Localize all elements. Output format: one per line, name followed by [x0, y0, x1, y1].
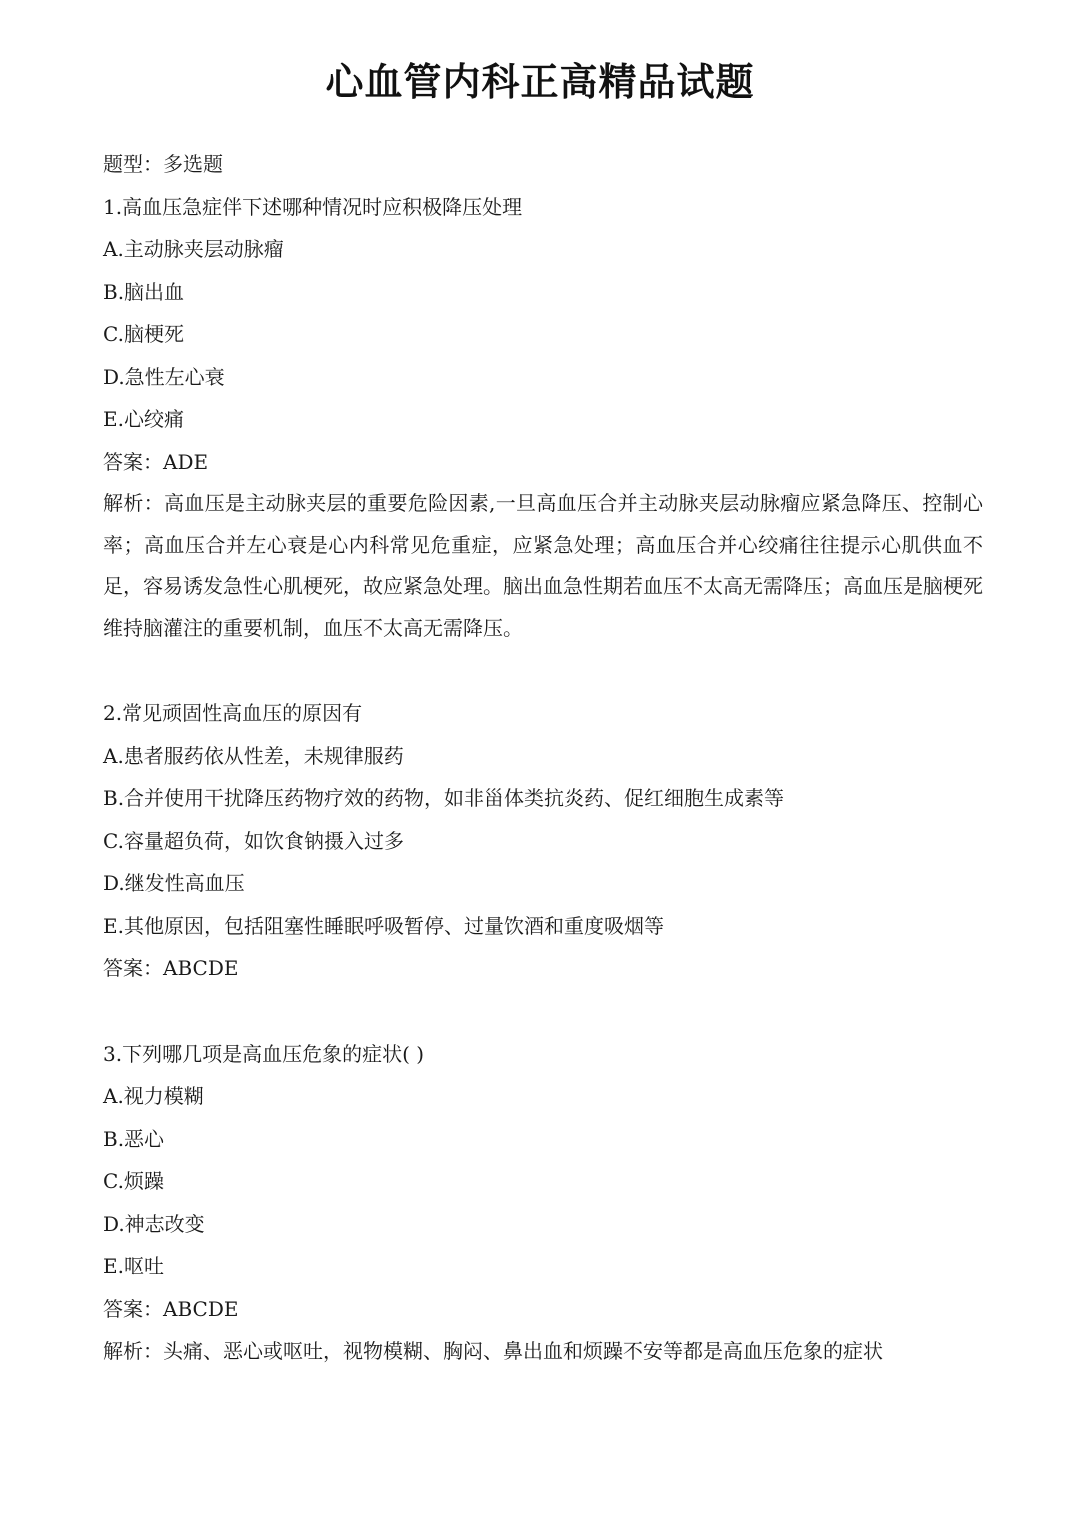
- option-c: C.烦躁: [103, 1169, 164, 1193]
- question-2: [103, 692, 983, 990]
- question-stem: 1.高血压急症伴下述哪种情况时应积极降压处理: [103, 194, 523, 219]
- option-d: D.急性左心衰: [103, 364, 225, 389]
- question-type-label: 题型：多选题: [103, 152, 223, 176]
- option-e: E.心绞痛: [103, 407, 184, 431]
- option-b: B.脑出血: [103, 279, 185, 304]
- option-d: D.神志改变: [103, 1211, 205, 1236]
- analysis: 解析：头痛、恶心或呕吐，视物模糊、胸闷、鼻出血和烦躁不安等都是高血压危象的症状: [103, 1339, 883, 1363]
- option-d: D.继发性高血压: [103, 871, 245, 895]
- spacer: [103, 990, 983, 1033]
- answer: 答案：ADE: [103, 449, 209, 474]
- option-e: E.呕吐: [103, 1254, 164, 1278]
- document-body: [103, 143, 983, 1373]
- option-b: B.合并使用干扰降压药物疗效的药物，如非甾体类抗炎药、促红细胞生成素等: [103, 786, 785, 810]
- option-a: A.视力模糊: [103, 1084, 204, 1108]
- option-c: C.容量超负荷，如饮食钠摄入过多: [103, 828, 404, 853]
- option-e: E.其他原因，包括阻塞性睡眠呼吸暂停、过量饮酒和重度吸烟等: [103, 913, 664, 938]
- answer: 答案：ABCDE: [103, 1296, 239, 1321]
- spacer: [103, 649, 983, 692]
- question-stem: 2.常见顽固性高血压的原因有: [103, 701, 363, 725]
- analysis: 解析：高血压是主动脉夹层的重要危险因素,一旦高血压合并主动脉夹层动脉瘤应紧急降压、控制心率；高血压合并左心衰是心内科常见危重症，应紧急处理；高血压合并心绞痛往往提示心肌供血不足，容易诱发急性心肌梗死，故应紧急处理。脑出血急性期若血压不太高无需降压；高血压是脑梗死维持脑灌注的重要机制，血压不太高无需降压。: [103, 491, 983, 640]
- option-c: C.脑梗死: [103, 322, 184, 346]
- document-title: 心血管内科正高精品试题: [325, 60, 755, 104]
- option-a: A.患者服药依从性差，未规律服药: [103, 743, 404, 768]
- question-3: [103, 1033, 983, 1373]
- option-a: A.主动脉夹层动脉瘤: [103, 237, 284, 261]
- answer: 答案：ABCDE: [103, 956, 239, 980]
- option-b: B.恶心: [103, 1126, 165, 1151]
- question-1: [103, 186, 983, 650]
- question-stem: 3.下列哪几项是高血压危象的症状( ): [103, 1041, 425, 1066]
